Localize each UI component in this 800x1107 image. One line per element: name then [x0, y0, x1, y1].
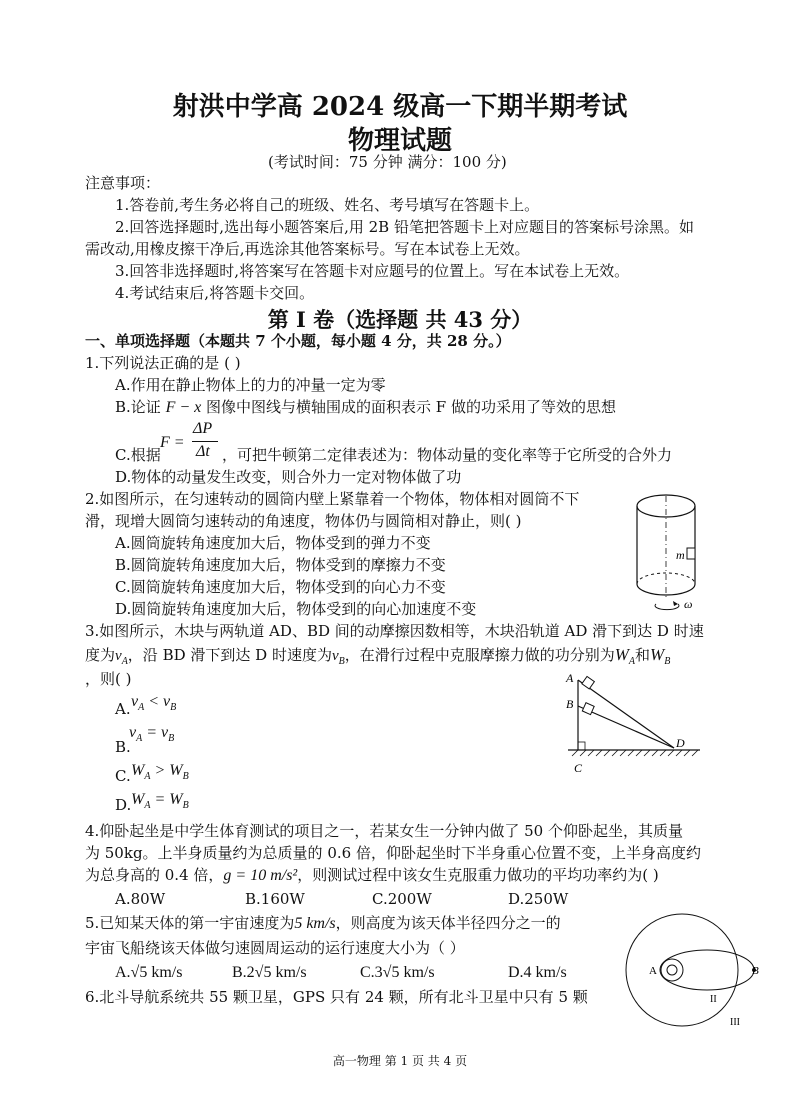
- q5-option-a: A.√5 km/s: [115, 964, 183, 981]
- part-heading: 一、单项选择题（本题共 7 个小题，每小题 4 分，共 28 分。）: [85, 332, 511, 350]
- q5-text: 5.已知某天体的第一宇宙速度为: [85, 914, 295, 932]
- exam-info: (考试时间：75 分钟 满分：100 分): [268, 153, 507, 171]
- q2-cylinder-figure: [628, 488, 718, 620]
- q1-option-b-text: 图像中图线与横轴围成的面积表示 F 做的功采用了等效的思想: [206, 398, 616, 416]
- fraction-bar: [192, 441, 218, 442]
- track-bd: [578, 706, 674, 748]
- q1-fraction-denominator: Δt: [196, 443, 210, 460]
- q3-option-b-label: B.: [115, 738, 131, 756]
- q4-stem-line1: 4.仰卧起坐是中学生体育测试的项目之一，若某女生一分钟内做了 50 个仰卧起坐，其质量: [85, 822, 683, 840]
- q5-velocity: 5 km/s: [294, 915, 336, 932]
- q3-stem-line3: ，则( ): [85, 670, 132, 688]
- rotation-arrowhead-icon: [673, 601, 678, 606]
- notes-item: 需改动,用橡皮擦干净后,再选涂其他答案标号。写在本试卷上无效。: [85, 240, 530, 258]
- label-omega: ω: [684, 597, 693, 611]
- sub-a: A: [121, 656, 128, 667]
- page-footer: 高一物理 第 1 页 共 4 页: [332, 1054, 468, 1068]
- q3-option-d-label: D.: [115, 796, 132, 814]
- q5-orbit-figure: [612, 908, 762, 1028]
- notes-item: 4.考试结束后,将答题卡交回。: [115, 284, 315, 302]
- q2-option-a: A.圆筒旋转角速度加大后，物体受到的弹力不变: [115, 534, 431, 552]
- q2-stem-line2: 滑，现增大圆筒匀速转动的角速度，物体仍与圆筒相对静止，则( ): [85, 512, 522, 530]
- q3-text: ，沿 BD 滑下到达 D 时速度为: [127, 646, 332, 664]
- var-v: v: [115, 648, 122, 664]
- q3-stem-line1: 3.如图所示，木块与两轨道 AD、BD 间的动摩擦因数相等，木块沿轨道 AD 滑下到达 D 时速: [85, 622, 704, 640]
- q1-fraction-formula: [160, 420, 220, 460]
- q3-option-c-expr: $W_A > W_B$: [131, 762, 189, 783]
- q3-option-b-expr: $v_A = v_B$: [129, 724, 175, 745]
- q4-text: 为总身高的 0.4 倍，: [85, 866, 224, 884]
- q4-option-b: B.160W: [245, 890, 305, 908]
- q4-text: ，则测试过程中该女生克服重力做功的平均功率约为( ): [297, 866, 659, 884]
- q2-option-c: C.圆筒旋转角速度加大后，物体受到的向心力不变: [115, 578, 446, 596]
- q5-stem-line1: [85, 914, 561, 933]
- q1-option-c-text: ，可把牛顿第二定律表述为：物体动量的变化率等于它所受的合外力: [222, 446, 673, 464]
- q5-option-d: D.4 km/s: [508, 964, 567, 981]
- q6-stem-line1: 6.北斗导航系统共 55 颗卫星，GPS 只有 24 颗，所有北斗卫星中只有 5 颗: [85, 988, 588, 1006]
- notes-heading: 注意事项：: [85, 174, 161, 192]
- q1-option-a: A.作用在静止物体上的力的冲量一定为零: [115, 376, 386, 394]
- sub-b: B: [664, 656, 671, 667]
- exam-subject-title: 物理试题: [347, 126, 452, 156]
- q3-option-a-label: A.: [115, 700, 131, 718]
- q3-option-d-expr: $W_A = W_B$: [131, 791, 189, 812]
- label-c: C: [574, 761, 583, 775]
- q2-option-b: B.圆筒旋转角速度加大后，物体受到的摩擦力不变: [115, 556, 446, 574]
- q1-fraction-lhs: F =: [160, 434, 185, 451]
- label-ii: II: [710, 994, 717, 1005]
- q3-text: ，在滑行过程中克服摩擦力做的功分别为: [344, 646, 615, 664]
- q1-stem: 1.下列说法正确的是 ( ): [85, 354, 241, 372]
- var-w: W: [650, 645, 665, 664]
- q4-gravity-formula: g = 10 m/s²: [223, 867, 298, 884]
- q5-text: ，则高度为该天体半径四分之一的: [335, 914, 561, 932]
- label-a: A: [649, 965, 657, 977]
- block-m: [687, 548, 695, 559]
- q5-stem-line2: 宇宙飞船绕该天体做匀速圆周运动的运行速度大小为（ ）: [85, 939, 465, 957]
- q3-option-a-expr: $v_A < v_B$: [131, 693, 177, 714]
- planet-icon: [667, 965, 677, 975]
- label-b: B: [566, 697, 574, 711]
- var-w: W: [614, 645, 629, 664]
- q4-option-c: C.200W: [372, 890, 432, 908]
- q1-option-b-prefix: B.论证: [115, 398, 161, 416]
- label-a: A: [566, 671, 574, 685]
- right-angle-mark: [578, 742, 585, 750]
- q4-stem-line3: [85, 866, 659, 885]
- q3-text: 度为: [85, 646, 116, 664]
- notes-item: 2.回答选择题时,选出每小题答案后,用 2B 铅笔把答题卡上对应题目的答案标号涂黑。如: [115, 218, 694, 236]
- label-iii: III: [730, 1017, 740, 1028]
- sub-b: B: [338, 656, 345, 667]
- q4-option-a: A.80W: [115, 890, 166, 908]
- q1-option-b-formula: F − x: [165, 399, 202, 416]
- q3-option-c-label: C.: [115, 767, 131, 785]
- q2-stem-line1: 2.如图所示，在匀速转动的圆筒内壁上紧靠着一个物体，物体相对圆筒不下: [85, 490, 580, 508]
- q3-text: 和: [635, 646, 651, 664]
- q5-option-b: B.2√5 km/s: [232, 964, 307, 981]
- label-b: B: [752, 965, 759, 977]
- label-m: m: [676, 548, 685, 562]
- ground-hatching: [572, 750, 698, 756]
- q5-option-c: C.3√5 km/s: [360, 964, 435, 981]
- var-v: v: [331, 648, 339, 664]
- notes-item: 3.回答非选择题时,将答案写在答题卡对应题号的位置上。写在本试卷上无效。: [115, 262, 630, 280]
- q4-stem-line2: 为 50kg。上半身质量约为总质量的 0.6 倍，仰卧起坐时下半身重心位置不变，上半身高度约: [85, 844, 701, 862]
- q3-incline-figure: [560, 668, 710, 778]
- sub-a: A: [628, 656, 636, 667]
- q2-option-d: D.圆筒旋转角速度加大后，物体受到的向心加速度不变: [115, 600, 477, 618]
- q4-option-d: D.250W: [508, 890, 569, 908]
- block-on-ad: [582, 676, 595, 689]
- track-ad: [578, 680, 674, 748]
- label-d: D: [676, 736, 685, 750]
- q1-option-c-prefix: C.根据: [115, 446, 161, 464]
- q1-option-d: D.物体的动量发生改变，则合外力一定对物体做了功: [115, 468, 462, 486]
- exam-title: 射洪中学高 2024 级高一下期半期考试: [172, 92, 628, 122]
- section-title: 第 I 卷（选择题 共 43 分）: [267, 307, 533, 332]
- q1-option-b: [115, 398, 616, 417]
- notes-item: 1.答卷前,考生务必将自己的班级、姓名、考号填写在答题卡上。: [115, 196, 540, 214]
- orbit-iii: [626, 914, 738, 1026]
- q1-fraction-numerator: ΔP: [193, 420, 213, 437]
